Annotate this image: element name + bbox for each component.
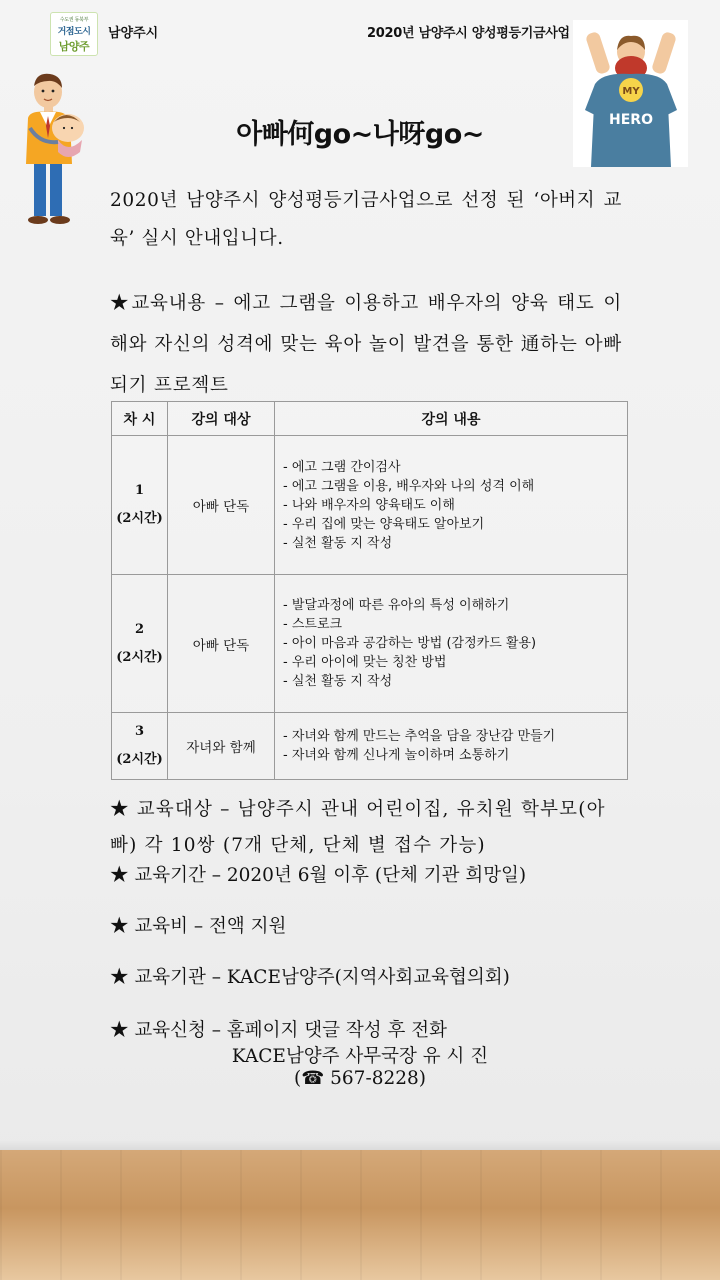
target-cell: 아빠 단독 — [168, 436, 275, 575]
header-content: 강의 내용 — [275, 402, 628, 436]
header-session: 차 시 — [112, 402, 168, 436]
table-row — [112, 575, 628, 713]
detail-item: - 자녀와 함께 신나게 놀이하며 소통하기 — [283, 748, 510, 763]
info-contact: KACE남양주 사무국장 유 시 진 — [231, 1046, 489, 1067]
detail-item: - 아이 마음과 공감하는 방법 (감정카드 활용) — [283, 636, 537, 651]
detail-item: - 실천 활동 지 작성 — [283, 674, 393, 689]
logo-line-3: 남양주 — [58, 40, 90, 53]
session-cell — [112, 575, 168, 713]
detail-item: - 우리 아이에 맞는 칭찬 방법 — [283, 655, 447, 670]
info-period: ★ 교육기간 – 2020년 6월 이후 (단체 기관 희망일) — [110, 865, 527, 886]
detail-item: - 발달과정에 따른 유아의 특성 이해하기 — [283, 598, 510, 613]
content-description: ★교육내용 – 에고 그램을 이용하고 배우자의 양육 태도 이해와 자신의 성격에 맞는 육아 놀이 발견을 통한 通하는 아빠되기 프로젝트 — [110, 293, 622, 396]
table-header-row — [112, 402, 628, 436]
table-row — [112, 713, 628, 780]
hero-text-hero: HERO — [609, 112, 653, 128]
hero-text-my: MY — [622, 86, 640, 97]
session-number: 1 — [134, 483, 145, 498]
info-phone-line: (☎ 567-8228) — [293, 1068, 427, 1089]
detail-item: - 나와 배우자의 양육태도 이해 — [283, 497, 455, 513]
session-cell — [112, 713, 168, 780]
project-label: 2020년 남양주시 양성평등기금사업 — [367, 26, 570, 41]
detail-item: - 에고 그램 간이검사 — [283, 459, 401, 475]
info-apply: ★ 교육신청 – 홈페이지 댓글 작성 후 전화 — [110, 1020, 447, 1041]
logo-line-2: 거점도시 — [57, 27, 91, 37]
info-cost: ★ 교육비 – 전액 지원 — [110, 916, 287, 937]
intro-paragraph: 2020년 남양주시 양성평등기금사업으로 선정 된 ‘아버지 교육’ 실시 안내입니다. — [110, 190, 622, 249]
target-cell: 아빠 단독 — [168, 575, 275, 713]
wooden-floor — [0, 1150, 720, 1280]
session-duration: (2시간) — [116, 752, 163, 767]
header-target: 강의 대상 — [168, 402, 275, 436]
session-number: 2 — [134, 621, 145, 637]
session-number: 3 — [134, 724, 145, 739]
phone-icon: ☎ — [301, 1068, 325, 1089]
info-institution: ★ 교육기관 – KACE남양주(지역사회교육협의회) — [110, 967, 510, 988]
detail-cell — [275, 436, 628, 575]
schedule-table — [111, 401, 628, 780]
detail-item: - 에고 그램을 이용, 배우자와 나의 성격 이해 — [283, 478, 535, 494]
city-label: 남양주시 — [108, 26, 159, 41]
detail-cell — [275, 575, 628, 713]
phone-number: 567-8228 — [330, 1068, 419, 1089]
detail-item: - 스트로크 — [283, 617, 343, 632]
page-title: 아빠何go~나呀go~ — [236, 119, 484, 150]
city-logo — [50, 12, 98, 56]
session-cell — [112, 436, 168, 575]
info-target: ★ 교육대상 – 남양주시 관내 어린이집, 유치원 학부모(아빠) 각 10쌍 (7개 단체, 단체 별 접수 가능) — [110, 799, 606, 856]
detail-cell — [275, 713, 628, 780]
session-duration: (2시간) — [116, 511, 163, 526]
session-duration: (2시간) — [116, 649, 163, 665]
target-cell: 자녀와 함께 — [168, 713, 275, 780]
table-row — [112, 436, 628, 575]
detail-item: - 실천 활동 지 작성 — [283, 535, 393, 551]
logo-line-1: 수도권 동북부 — [59, 17, 89, 23]
detail-item: - 자녀와 함께 만드는 추억을 담을 장난감 만들기 — [283, 729, 556, 744]
detail-item: - 우리 집에 맞는 양육태도 알아보기 — [283, 516, 485, 532]
